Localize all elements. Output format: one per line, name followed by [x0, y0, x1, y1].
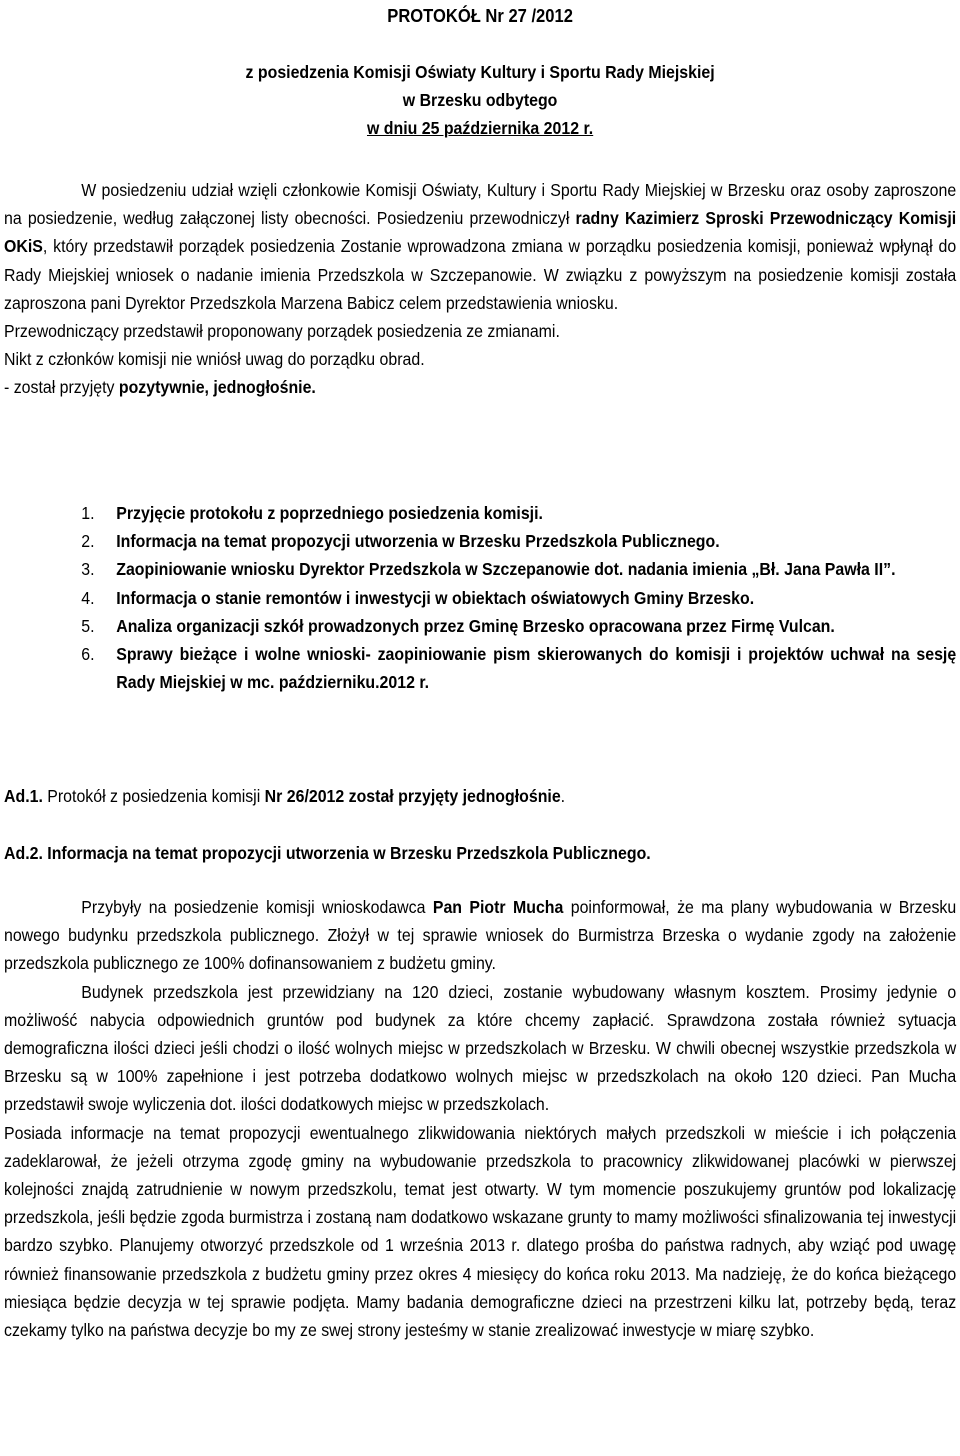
intro-text: W posiedzeniu udział wzięli członkowie Komisji Oświaty, Kultury i Sportu Rady Miejskiej w Brzesku oraz osoby zaproszone na posiedzenie, według załączonej listy obecności. Posiedzeniu przewodniczył — [4, 180, 957, 229]
ad1-label: Ad.1. — [4, 786, 43, 806]
no-remarks-line: Nikt z członków komisji nie wniósł uwag do porządku obrad. — [4, 349, 425, 370]
applicant-name: Pan Piotr Mucha — [432, 897, 564, 917]
ad2-heading: Ad.2. Informacja na temat propozycji utworzenia w Brzesku Przedszkola Publicznego. — [4, 843, 651, 863]
document-title: PROTOKÓŁ Nr 27 /2012 — [387, 6, 573, 26]
body-paragraph-2: Budynek przedszkola jest przewidziany na 120 dzieci, zostanie wybudowany własnym kosztem. Prosimy jedynie o możliwość nabycia odpowiednich gruntów pod budynek za które chcemy zapłacić. Sprawdzona została również sytuacja demograficzna ilości dzieci jeśli chodzi o ilość wolnych miejsc w przedszkolach w Brzesku. W chwili obecnej wszystkie przedszkola w Brzesku są w 100% zapełnione i jest potrzeba dodatkowo wolnych miejsc w przedszkolach na około 120 dzieci. Pan Mucha przedstawił swoje wyliczenia dot. ilości dodatkowych miejsc w przedszkolach. — [4, 981, 957, 1115]
agenda-text: Informacja na temat propozycji utworzenia w Brzesku Przedszkola Publicznego. — [116, 531, 720, 552]
intro-section — [4, 176, 956, 402]
agenda-item — [4, 584, 956, 612]
agenda-number: 5. — [81, 615, 95, 636]
agenda-text: Zaopiniowanie wniosku Dyrektor Przedszkola w Szczepanowie dot. nadania imienia „Bł. Jana Pawła II”. — [116, 559, 896, 580]
ad2-body — [4, 893, 956, 1344]
agenda-number: 3. — [81, 559, 95, 580]
agenda-item — [4, 555, 956, 583]
body-paragraph-1 — [4, 893, 956, 978]
header-line-2: w Brzesku odbytego — [402, 90, 558, 111]
ad1-paragraph — [4, 782, 956, 810]
agenda-text: Informacja o stanie remontów i inwestycji w obiektach oświatowych Gminy Brzesko. — [116, 587, 755, 608]
agenda-item — [4, 612, 956, 640]
agenda-list — [4, 499, 956, 696]
body-text-cont: poinformował, że ma plany wybudowania w Brzesku nowego budynku przedszkola publicznego. Złożył w tej sprawie wniosek do Burmistrza Brzeska o wydanie zgody na założenie przedszkola publicznego ze 100% dofinansowaniem z budżetu gminy. — [4, 897, 957, 974]
body-text: Przybyły na posiedzenie komisji wnioskodawca — [81, 897, 433, 917]
body-paragraph-3: Posiada informacje na temat propozycji ewentualnego zlikwidowania niektórych małych przedszkoli w mieście i ich połączenia zadeklarował, że jeżeli otrzyma zgodę gminy na wybudowanie przedszkola to pracownicy zlikwidowanej placówki w pierwszej kolejności znajdą zatrudnienie w nowym przedszkolu, temat jest otwarty. W tym momencie poszukujemy gruntów pod lokalizację przedszkola, jeśli będzie zgoda burmistrza i zostaną nam dodatkowo wskazane grunty to mamy możliwości sfinalizowania tej inwestycji bardzo szybko. Planujemy otworzyć przedszkole od 1 września 2013 r. dlatego prośba do państwa radnych, aby wziąć pod uwagę również finansowanie przedszkola z budżetu gminy przez okres 4 miesięcy do końca roku 2013. Ma nadzieję, że do końca bieżącego miesiąca będzie decyzja w tej sprawie podjęta. Mamy badania demograficzne dzieci na przestrzeni kilku lat, potrzeby będą, teraz czekamy tylko na państwa decyzje bo my ze swej strony jesteśmy w stanie zrealizować inwestycje w miarę szybko. — [4, 1122, 957, 1341]
ad1-period: . — [560, 786, 566, 806]
agenda-item — [4, 499, 956, 527]
accepted-line — [4, 373, 956, 401]
header-line-3: w dniu 25 października 2012 r. — [366, 118, 594, 139]
agenda-number: 4. — [81, 587, 95, 608]
agenda-text: Analiza organizacji szkół prowadzonych przez Gminę Brzesko opracowana przez Firmę Vulcan. — [116, 615, 835, 636]
intro-text-cont: , który przedstawił porządek posiedzenia Zostanie wprowadzona zmiana w porządku posiedzenia komisji, ponieważ wpłynął do Rady Miejskiej wniosek o nadanie imienia Przedszkola w Szczepanowie. W związku z powyższym na posiedzenie komisji została zaproszona pani Dyrektor Przedszkola Marzena Babicz celem przedstawienia wniosku. — [4, 236, 957, 313]
agenda-number: 1. — [81, 503, 95, 523]
ad1-result: Nr 26/2012 został przyjęty jednogłośnie — [264, 786, 561, 806]
accepted-text: - został przyjęty — [4, 377, 119, 398]
agenda-presented-line: Przewodniczący przedstawił proponowany porządek posiedzenia ze zmianami. — [4, 321, 560, 342]
agenda-item — [4, 640, 956, 696]
agenda-text: Sprawy bieżące i wolne wnioski- zaopiniowanie pism skierowanych do komisji i projektów uchwał na sesję Rady Miejskiej w mc. październiku.2012 r. — [116, 644, 957, 693]
chairman-name: radny Kazimierz Sproski Przewodniczący Komisji OKiS — [4, 208, 957, 257]
agenda-number: 6. — [81, 644, 95, 665]
header-line-1: z posiedzenia Komisji Oświaty Kultury i Sportu Rady Miejskiej — [245, 62, 715, 82]
document-header — [4, 58, 956, 143]
accepted-result: pozytywnie, jednogłośnie. — [118, 377, 316, 398]
agenda-item — [4, 527, 956, 555]
ad1-text: Protokół z posiedzenia komisji — [42, 786, 265, 806]
agenda-text: Przyjęcie protokołu z poprzedniego posiedzenia komisji. — [116, 503, 543, 523]
agenda-number: 2. — [81, 531, 95, 552]
intro-paragraph — [4, 176, 956, 317]
